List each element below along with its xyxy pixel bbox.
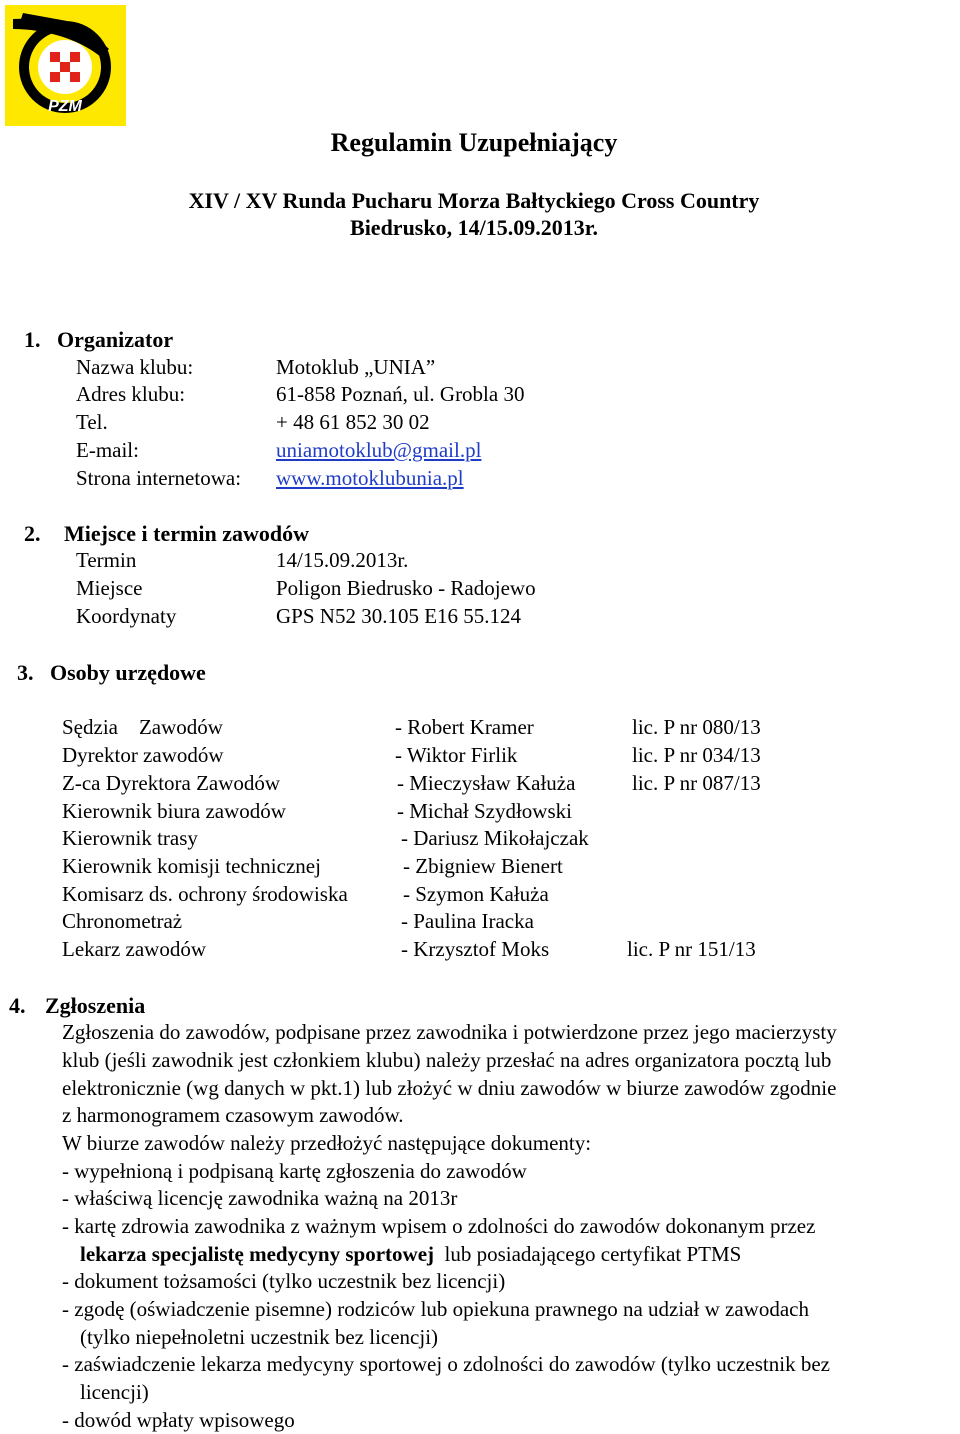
- website-link[interactable]: www.motoklubunia.pl: [276, 466, 464, 490]
- logo-text: PZM: [48, 98, 82, 115]
- document-item: - dokument tożsamości (tylko uczestnik bez licencji): [62, 1269, 506, 1293]
- section4-number: 4.: [9, 993, 26, 1018]
- official-name: - Michał Szydłowski: [397, 799, 572, 823]
- official-name: - Zbigniew Bienert: [403, 854, 563, 878]
- paragraph-line: elektronicznie (wg danych w pkt.1) lub złożyć w dniu zawodów w biurze zawodów zgodnie: [62, 1076, 837, 1100]
- official-role: Kierownik biura zawodów: [62, 799, 286, 823]
- club-address-value: 61-858 Poznań, ul. Grobla 30: [276, 382, 525, 406]
- document-item: - właściwą licencję zawodnika ważną na 2013r: [62, 1186, 458, 1210]
- pzm-emblem-icon: [5, 5, 126, 126]
- official-name: - Mieczysław Kałuża: [397, 771, 576, 795]
- email-label: E-mail:: [76, 438, 139, 462]
- official-role: Dyrektor zawodów: [62, 743, 224, 767]
- place-label: Miejsce: [76, 576, 143, 600]
- official-name: - Dariusz Mikołajczak: [401, 826, 589, 850]
- date-label: Termin: [76, 548, 137, 572]
- club-name-label: Nazwa klubu:: [76, 355, 194, 379]
- pzm-logo: [5, 5, 126, 126]
- official-name: - Robert Kramer: [395, 715, 534, 739]
- document-item: - dowód wpłaty wpisowego: [62, 1408, 295, 1432]
- document-item-continuation: licencji): [80, 1380, 149, 1404]
- email-link[interactable]: uniamotoklub@gmail.pl: [276, 438, 482, 462]
- official-role: Kierownik komisji technicznej: [62, 854, 321, 878]
- official-role: Lekarz zawodów: [62, 937, 207, 961]
- official-license: lic. P nr 080/13: [632, 715, 761, 739]
- document-item-continuation: [80, 1242, 741, 1267]
- continuation-text: lub posiadającego certyfikat PTMS: [444, 1242, 742, 1266]
- section3-number: 3.: [17, 660, 34, 685]
- page-subtitle-line2: Biedrusko, 14/15.09.2013r.: [350, 215, 598, 240]
- official-license: lic. P nr 087/13: [632, 771, 761, 795]
- official-role: Chronometraż: [62, 909, 183, 933]
- official-license: lic. P nr 034/13: [632, 743, 761, 767]
- official-name: - Krzysztof Moks: [401, 937, 550, 961]
- document-item-continuation: (tylko niepełnoletni uczestnik bez licencji): [80, 1325, 439, 1349]
- bold-phrase: lekarza specjalistę medycyny sportowej: [80, 1242, 435, 1266]
- phone-label: Tel.: [76, 410, 108, 434]
- official-name: - Paulina Iracka: [401, 909, 534, 933]
- coordinates-value: GPS N52 30.105 E16 55.124: [276, 604, 522, 628]
- place-value: Poligon Biedrusko - Radojewo: [276, 576, 536, 600]
- document-item: - kartę zdrowia zawodnika z ważnym wpisem o zdolności do zawodów dokonanym przez: [62, 1214, 816, 1238]
- section2-heading: Miejsce i termin zawodów: [64, 521, 309, 546]
- document-item: - wypełnioną i podpisaną kartę zgłoszenia do zawodów: [62, 1159, 527, 1183]
- document-item: - zaświadczenie lekarza medycyny sportowej o zdolności do zawodów (tylko uczestnik bez: [62, 1352, 830, 1376]
- section3-heading: Osoby urzędowe: [50, 660, 206, 685]
- official-role: Z-ca Dyrektora Zawodów: [62, 771, 281, 795]
- official-role: Kierownik trasy: [62, 826, 198, 850]
- page-title: Regulamin Uzupełniający: [330, 128, 618, 157]
- paragraph-line: klub (jeśli zawodnik jest członkiem klubu) należy przesłać na adres organizatora pocztą lub: [62, 1048, 832, 1072]
- documents-intro: W biurze zawodów należy przedłożyć następujące dokumenty:: [62, 1131, 592, 1155]
- website-label: Strona internetowa:: [76, 466, 242, 490]
- date-value: 14/15.09.2013r.: [276, 548, 409, 572]
- document-item: - zgodę (oświadczenie pisemne) rodziców lub opiekuna prawnego na udział w zawodach: [62, 1297, 809, 1321]
- official-role: Sędzia Zawodów: [62, 715, 223, 739]
- paragraph-line: z harmonogramem czasowym zawodów.: [62, 1103, 404, 1127]
- official-name: - Wiktor Firlik: [395, 743, 518, 767]
- official-license: lic. P nr 151/13: [627, 937, 756, 961]
- coordinates-label: Koordynaty: [76, 604, 177, 628]
- section1-heading: Organizator: [57, 327, 174, 352]
- club-name-value: Motoklub „UNIA”: [276, 355, 436, 379]
- page-subtitle-line1: XIV / XV Runda Pucharu Morza Bałtyckiego Cross Country: [188, 188, 760, 213]
- section2-number: 2.: [24, 521, 41, 546]
- club-address-label: Adres klubu:: [76, 382, 186, 406]
- section1-number: 1.: [24, 327, 41, 352]
- phone-value: + 48 61 852 30 02: [276, 410, 430, 434]
- official-role: Komisarz ds. ochrony środowiska: [62, 882, 348, 906]
- paragraph-line: Zgłoszenia do zawodów, podpisane przez zawodnika i potwierdzone przez jego macierzysty: [62, 1020, 837, 1044]
- official-name: - Szymon Kałuża: [403, 882, 549, 906]
- section4-heading: Zgłoszenia: [45, 993, 146, 1018]
